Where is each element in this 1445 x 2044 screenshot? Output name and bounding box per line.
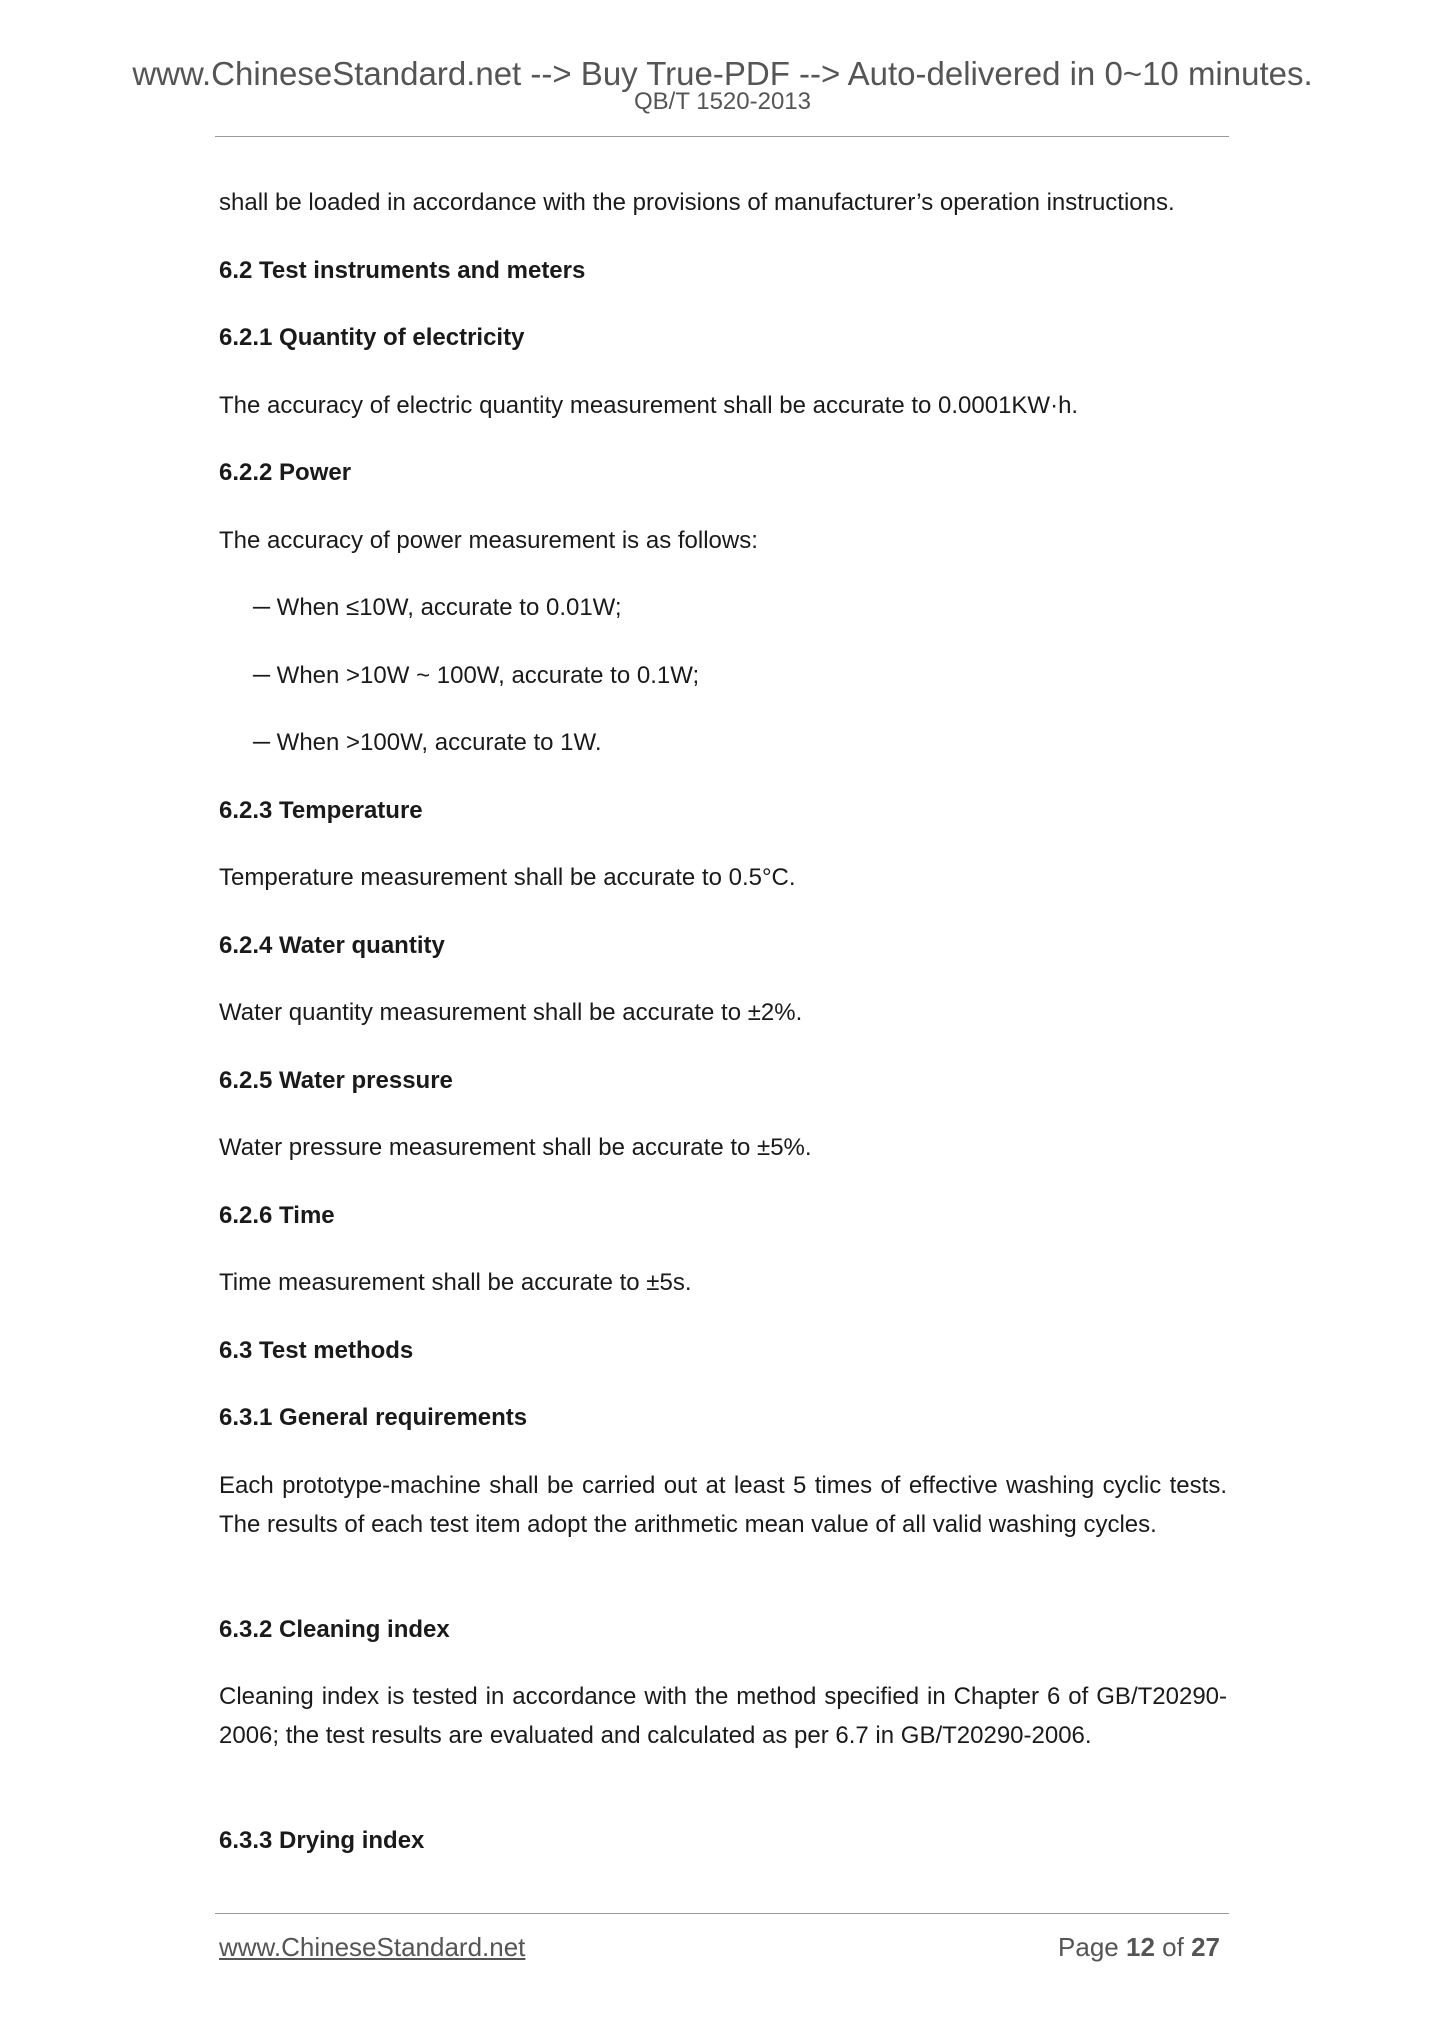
section-heading-6-2-5: 6.2.5 Water pressure [219,1067,453,1094]
section-text-6-2-2: The accuracy of power measurement is as follows: [219,527,758,554]
page-label: Page [1058,1932,1119,1962]
section-heading-6-3-2: 6.3.2 Cleaning index [219,1616,450,1643]
list-item: ─ When ≤10W, accurate to 0.01W; [253,594,622,621]
section-heading-6-2: 6.2 Test instruments and meters [219,257,586,284]
footer-site-link[interactable]: www.ChineseStandard.net [219,1932,526,1962]
section-text-6-3-1: Each prototype-machine shall be carried out at least 5 times of effective washing cyclic tests. The results of each test item adopt the arithmetic mean value of all valid washing cycles. [219,1472,1227,1538]
section-heading-6-3-3: 6.3.3 Drying index [219,1827,425,1854]
section-text-6-2-4: Water quantity measurement shall be accurate to ±2%. [219,999,803,1026]
list-item: ─ When >100W, accurate to 1W. [253,729,602,756]
section-text-6-2-1: The accuracy of electric quantity measurement shall be accurate to 0.0001KW·h. [219,392,1079,419]
page-current: 12 [1126,1932,1155,1962]
site-banner: www.ChineseStandard.net --> Buy True-PDF --> Auto-delivered in 0~10 minutes. [132,55,1313,92]
section-text-6-3-2: Cleaning index is tested in accordance with the method specified in Chapter 6 of GB/T20290-2006; the test results are evaluated and calculated as per 6.7 in GB/T20290-2006. [219,1683,1227,1749]
header-divider [215,136,1229,137]
section-heading-6-2-2: 6.2.2 Power [219,459,352,486]
page-of-label: of [1162,1932,1184,1962]
section-heading-6-2-6: 6.2.6 Time [219,1202,335,1229]
section-heading-6-2-4: 6.2.4 Water quantity [219,932,445,959]
section-text-6-2-6: Time measurement shall be accurate to ±5s. [219,1269,692,1296]
intro-text: shall be loaded in accordance with the provisions of manufacturer’s operation instructions. [219,189,1175,216]
list-item: ─ When >10W ~ 100W, accurate to 0.1W; [253,662,700,689]
section-text-6-2-3: Temperature measurement shall be accurate to 0.5°C. [219,864,796,891]
section-heading-6-2-3: 6.2.3 Temperature [219,797,423,824]
section-text-6-2-5: Water pressure measurement shall be accurate to ±5%. [219,1134,812,1161]
document-code: QB/T 1520-2013 [633,88,811,115]
section-heading-6-3-1: 6.3.1 General requirements [219,1404,528,1431]
page-indicator [1058,1932,1220,1962]
section-heading-6-3: 6.3 Test methods [219,1337,414,1364]
footer-divider [215,1913,1229,1914]
section-heading-6-2-1: 6.2.1 Quantity of electricity [219,324,525,351]
page-total: 27 [1191,1932,1220,1962]
